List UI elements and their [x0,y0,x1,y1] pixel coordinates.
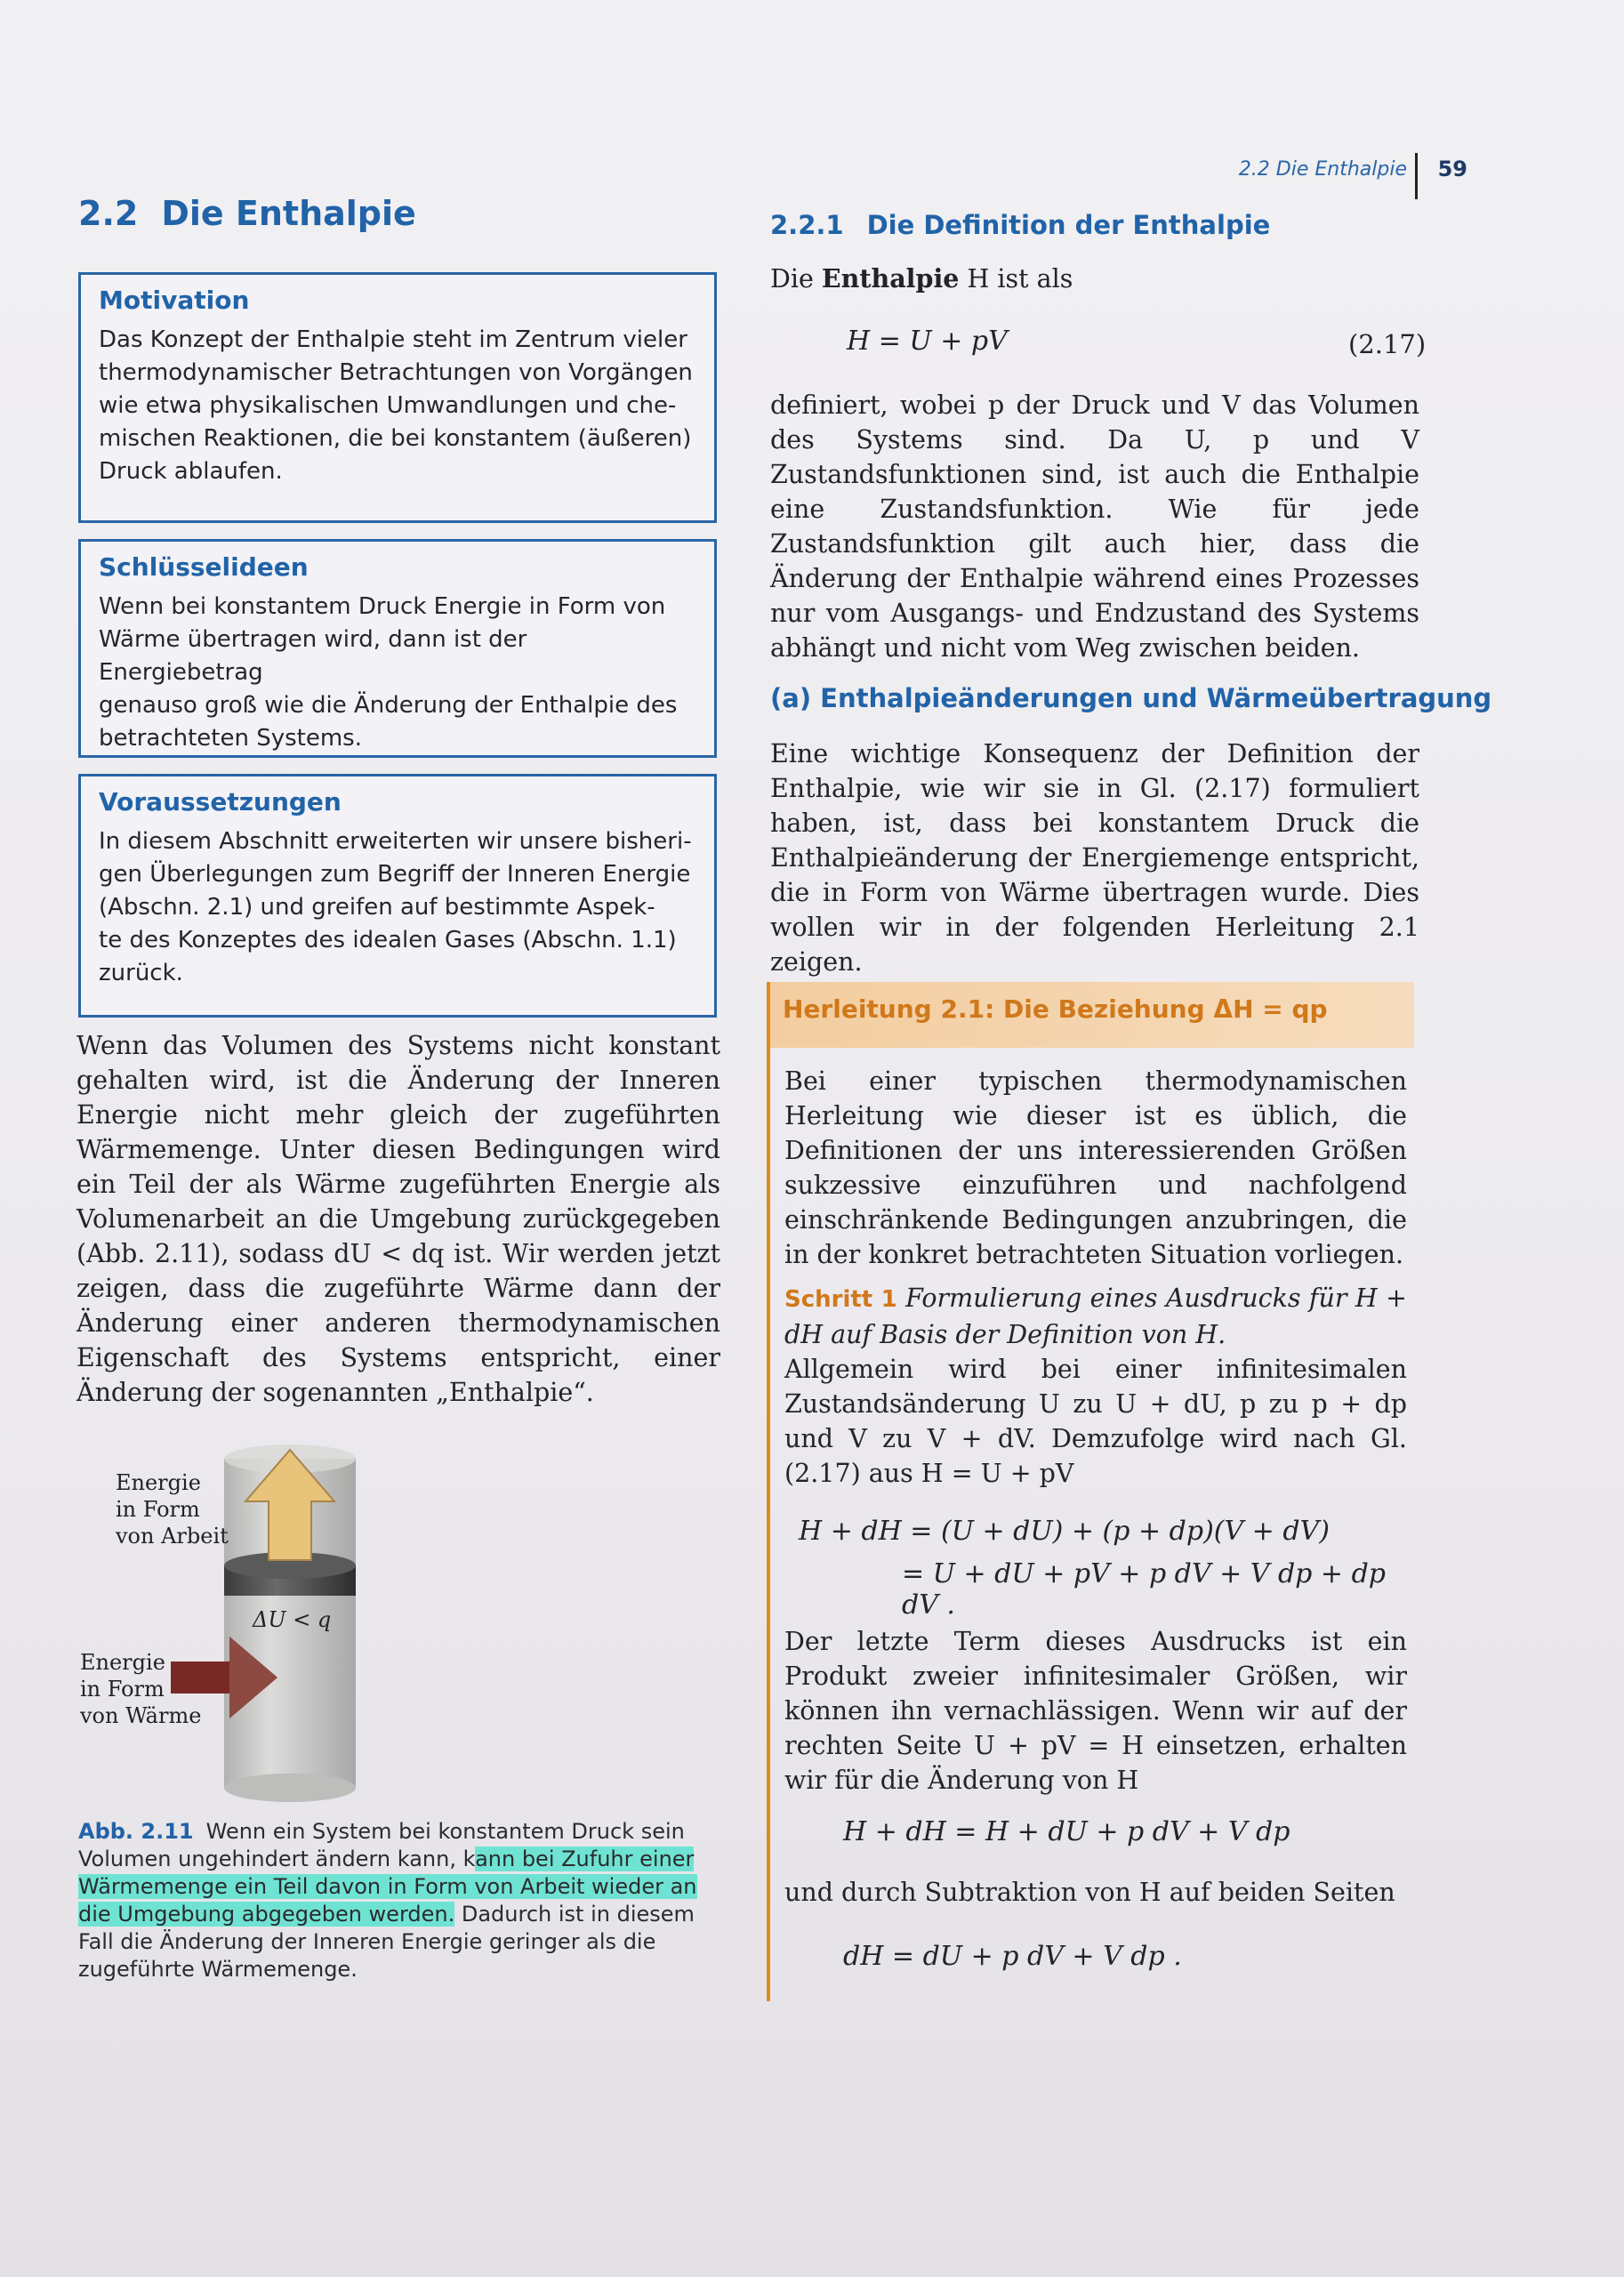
box-line: mischen Reaktionen, die bei konstantem (äußeren) [99,425,692,452]
derivation-paragraph: Der letzte Term dieses Ausdrucks ist ein Produkt zweier infinitesimaler Größen, wir können ihn vernachlässigen. Wenn wir auf der rechten Seite U + pV = H einsetzen, erhalten wir für die Änderung von H [784,1627,1407,1795]
caption-text-end: Dadurch ist in diesem Fall die Änderung der Inneren Energie geringer als die zugeführte Wärmemenge. [78,1902,695,1982]
equation-line-2: = U + dU + pV + p dV + V dp + dp dV . [902,1558,1386,1621]
box-line: genauso groß wie die Änderung der Enthalpie des [99,692,678,719]
equation-line-4: dH = dU + p dV + V dp . [843,1941,1182,1972]
subsection-number: 2.2.1 [770,210,844,240]
box-text [99,591,696,755]
label-line: von Arbeit [116,1524,229,1549]
caption-label: Abb. 2.11 [78,1819,194,1844]
label-energy-heat [80,1649,201,1729]
equation-2-17: H = U + pV [847,326,1008,357]
caption-highlight: ann bei Zufuhr einer Wärmemenge ein Teil davon in Form von Arbeit wieder an die Umgebung abgegeben werden. [78,1847,697,1927]
page-number: 59 [1437,157,1467,181]
consequence-paragraph: Eine wichtige Konsequenz der Definition der Enthalpie, wie wir sie in Gl. (2.17) formuliert haben, ist, dass bei konstantem Druck die Enthalpieänderung der Energiemenge entspricht, die in Form von Wärme übertragen wurde. Dies wollen wir in der folgenden Herleitung 2.1 zeigen. [770,739,1419,977]
label-line: von Wärme [80,1703,202,1728]
figure-2-11 [71,1432,729,1806]
equation-line-3: H + dH = H + dU + p dV + V dp [843,1816,1290,1847]
body-paragraph: Wenn das Volumen des Systems nicht konstant gehalten wird, ist die Änderung der Inneren Energie nicht mehr gleich der zugeführten Wärmemenge. Unter diesen Bedingungen wird ein Teil der als Wärme zugeführten Energie als Volumenarbeit an die Umgebung zurückgegeben (Abb. 2.11), sodass dU < dq ist. Wir werden jetzt zeigen, dass die zugeführte Wärme dann der Änderung einer anderen thermodynamischen Eigenschaft des Systems entspricht, einer Änderung der sogenannten „Enthalpie“. [76,1031,720,1407]
box-title: Motivation [99,286,250,315]
step-title: Formulierung eines Ausdrucks für H + dH auf Basis der Definition von H. [784,1283,1407,1349]
section-heading [78,194,416,233]
box-line: Druck ablaufen. [99,458,283,485]
box-text [99,324,696,488]
derivation-between-text: und durch Subtraktion von H auf beiden Seiten [784,1878,1395,1907]
step-label: Schritt 1 [784,1286,897,1313]
box-text [99,825,696,990]
box-line: Das Konzept der Enthalpie steht im Zentrum vieler [99,326,687,353]
intro-text: Die [770,264,822,294]
box-title: Voraussetzungen [99,787,342,817]
section-title: Die Enthalpie [161,194,416,233]
key-ideas-box [78,539,717,758]
derivation-step [784,1281,1407,1491]
box-line: Wärme übertragen wird, dann ist der Energiebetrag [99,626,527,686]
box-title: Schlüsselideen [99,552,309,582]
box-line: In diesem Abschnitt erweiterten wir unsere bisheri- [99,828,692,855]
subsection-title: Die Definition der Enthalpie [866,210,1271,240]
prerequisites-box [78,774,717,1018]
derivation-title: Herleitung 2.1: Die Beziehung ΔH = qp [783,994,1328,1024]
motivation-box [78,272,717,523]
running-head-section: 2.2 Die Enthalpie [1238,158,1407,181]
definition-intro [770,261,1419,296]
box-line: wie etwa physikalischen Umwandlungen und che- [99,392,677,419]
label-line: in Form [116,1497,200,1522]
label-line: in Form [80,1677,165,1702]
box-line: thermodynamischer Betrachtungen von Vorgängen [99,359,693,386]
inequality-label: ΔU < q [253,1607,332,1632]
label-line: Energie [116,1470,201,1495]
box-line: (Abschn. 2.1) und greifen auf bestimmte Aspek- [99,894,655,921]
step-text: Allgemein wird bei einer infinitesimalen Zustandsänderung U zu U + dU, p zu p + dp und V zu V + dV. Demzufolge wird nach Gl. (2.17) aus H = U + pV [784,1355,1407,1488]
cylinder-bottom [224,1774,356,1802]
derivation-box [767,982,1418,2001]
box-line: gen Überlegungen zum Begriff der Inneren Energie [99,861,691,888]
term-enthalpie: Enthalpie [821,263,960,294]
box-line: zurück. [99,960,183,986]
subsection-heading [770,210,1270,240]
box-line: te des Konzeptes des idealen Gases (Abschn. 1.1) [99,927,677,953]
running-head-divider [1415,153,1418,199]
label-line: Energie [80,1650,165,1675]
section-number: 2.2 [78,194,139,233]
equation-number: (2.17) [1348,329,1427,359]
subsubsection-heading: (a) Enthalpieänderungen und Wärmeübertragung [770,683,1492,713]
intro-text-end: H ist als [959,264,1073,294]
running-head [1156,157,1467,201]
derivation-header [770,982,1414,1048]
box-line: betrachteten Systems. [99,725,362,752]
derivation-intro: Bei einer typischen thermodynamischen Herleitung wie dieser ist es üblich, die Definitionen der uns interessierenden Größen sukzessive einzuführen und nachfolgend einschränkende Bedingungen anzubringen, die in der konkret betrachteten Situation vorliegen. [784,1066,1407,1269]
definition-paragraph: definiert, wobei p der Druck und V das Volumen des Systems sind. Da U, p und V Zustandsfunktionen sind, ist auch die Enthalpie eine Zustandsfunktion. Wie für jede Zustandsfunktion gilt auch hier, dass die Änderung der Enthalpie während eines Prozesses nur vom Ausgangs- und Endzustand des Systems abhängt und nicht vom Weg zwischen beiden. [770,390,1419,663]
box-line: Wenn bei konstantem Druck Energie in Form von [99,593,666,620]
label-energy-work [116,1469,229,1549]
equation-line-1: H + dH = (U + dU) + (p + dp)(V + dV) [799,1516,1330,1547]
caption-text: Wenn ein System bei konstantem Druck sein Volumen ungehindert ändern kann, k [78,1819,685,1871]
figure-caption [78,1818,719,1983]
